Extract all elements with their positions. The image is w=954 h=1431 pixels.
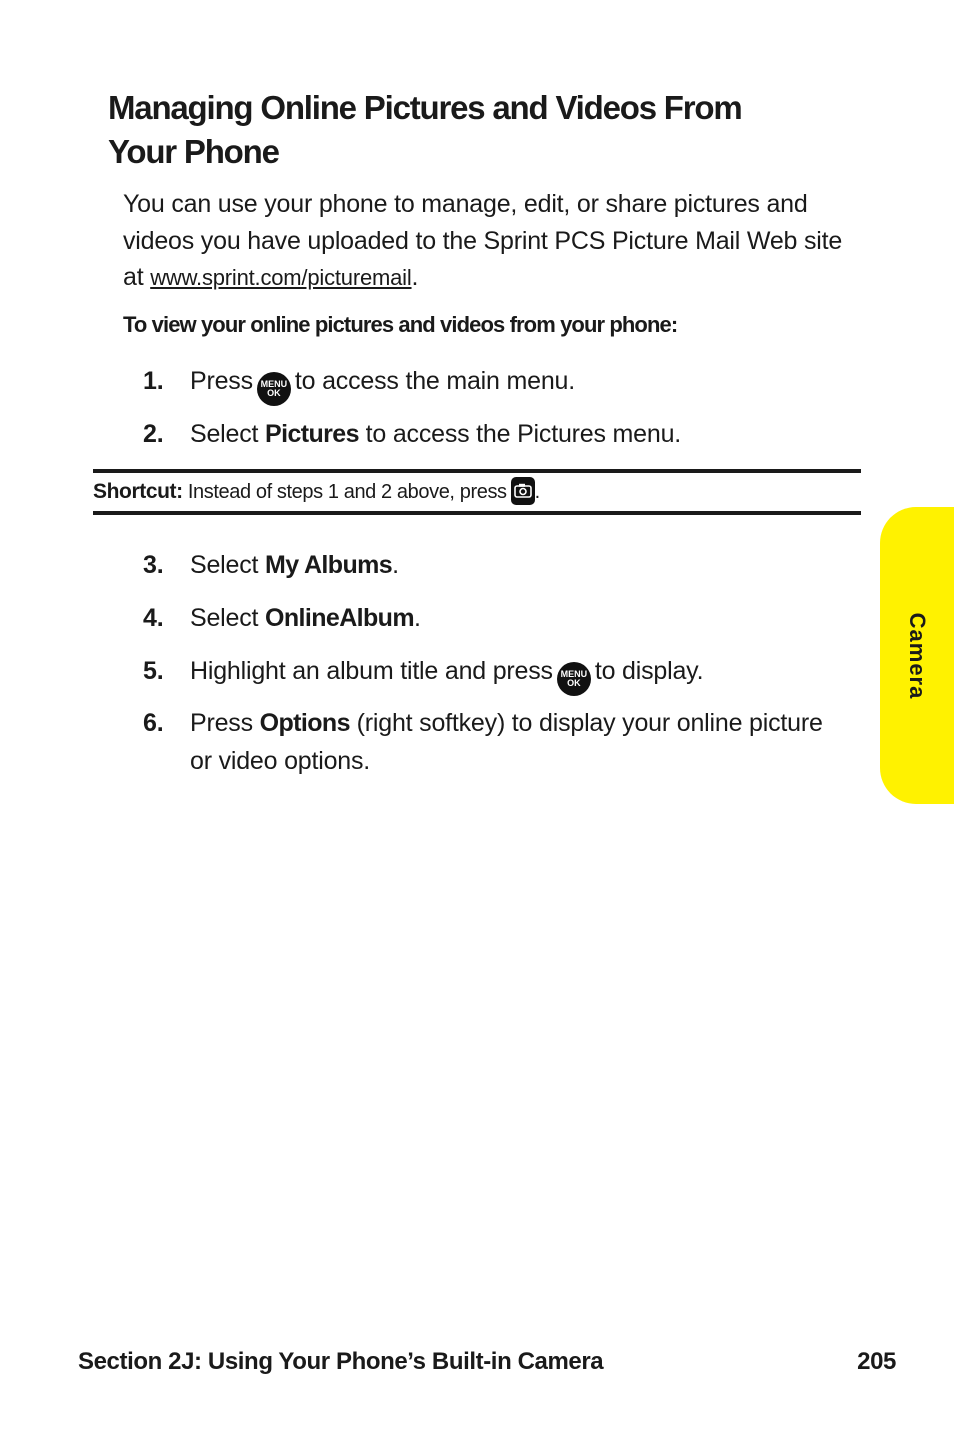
menu-ok-key-icon: MENU OK [557,662,591,696]
step-2 [143,415,823,453]
step-4 [143,599,823,637]
menu-item-pictures: Pictures [265,420,359,448]
page-title: Managing Online Pictures and Videos From Your Phone [108,89,742,170]
step-text: Select [190,420,266,448]
step-5 [143,652,823,696]
step-1 [143,362,823,406]
step-number: 2. [143,420,164,448]
intro-text: You can use your phone to manage, edit, or share pictures and videos you have uploaded to the Sprint PCS Picture Mail Web site at [123,190,843,291]
step-text: Highlight an album title and press [190,657,553,685]
picturemail-link[interactable]: www.sprint.com/picturemail [150,265,412,290]
menu-ok-key-icon: MENU OK [257,372,291,406]
shortcut-label: Shortcut: [93,480,183,503]
step-text: Select [190,551,266,579]
step-3 [143,546,823,584]
step-text: . [392,551,399,579]
step-text: Select [190,604,266,632]
shortcut-text: Instead of steps 1 and 2 above, press [182,481,507,503]
step-6 [143,704,823,780]
step-text: Press [190,367,253,395]
step-text: Press [190,709,260,737]
step-text: . [414,604,421,632]
step-number: 4. [143,604,164,632]
step-number: 1. [143,367,164,395]
shortcut-note [93,469,861,515]
step-number: 3. [143,551,164,579]
menu-item-my-albums: My Albums [265,551,393,579]
step-text: to access the Pictures menu. [358,420,682,448]
step-number: 6. [143,709,164,737]
softkey-options: Options [259,709,350,737]
page-footer [78,1348,896,1376]
page-number: 205 [857,1348,896,1375]
intro-paragraph [123,186,863,297]
step-text: to access the main menu. [294,367,575,395]
footer-section: Section 2J: Using Your Phone’s Built-in Camera [78,1348,604,1375]
menu-item-online-album: OnlineAlbum [265,604,414,632]
step-text: (right softkey) to display your online picture or video options. [190,709,823,775]
intro-end: . [411,263,419,291]
section-tab-label: Camera [905,612,930,699]
step-text: to display. [594,657,704,685]
step-number: 5. [143,657,164,685]
shortcut-end: . [534,481,540,503]
camera-key-icon [511,477,535,505]
procedure-heading: To view your online pictures and videos from your phone: [123,312,678,337]
section-tab [880,507,954,804]
